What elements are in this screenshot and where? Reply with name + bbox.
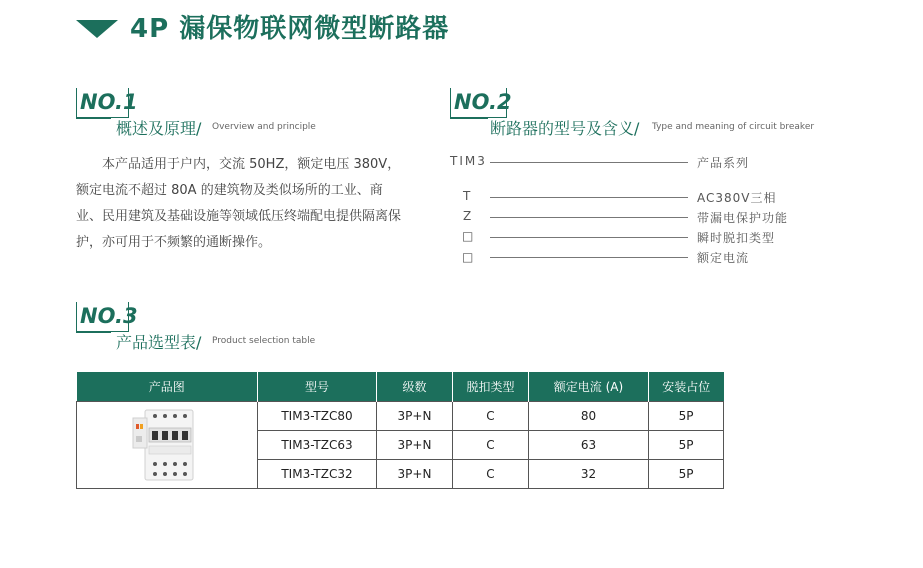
circuit-breaker-product-image bbox=[127, 404, 207, 484]
code-meaning: 产品系列 bbox=[697, 156, 750, 170]
code-label: □ bbox=[462, 250, 474, 264]
section-title-en: Type and meaning of circuit breaker bbox=[652, 122, 815, 132]
code-label: T bbox=[463, 189, 471, 203]
poles-cell: 3P+N bbox=[377, 460, 453, 489]
section-number: NO.2 bbox=[454, 90, 512, 114]
trip-type-cell: C bbox=[453, 402, 529, 431]
table-header: 安装占位 bbox=[649, 372, 724, 402]
install-slots-cell: 5P bbox=[649, 402, 724, 431]
section-title: 产品选型表/ bbox=[116, 333, 202, 352]
code-meaning: AC380V三相 bbox=[697, 191, 777, 205]
table-header: 级数 bbox=[377, 372, 453, 402]
model-cell: TIM3-TZC80 bbox=[258, 402, 377, 431]
code-meaning: 额定电流 bbox=[697, 251, 750, 265]
section-title: 概述及原理/ bbox=[116, 119, 202, 138]
rated-current-cell: 80 bbox=[529, 402, 649, 431]
poles-cell: 3P+N bbox=[377, 431, 453, 460]
section-number: NO.1 bbox=[80, 90, 138, 114]
code-label: □ bbox=[462, 229, 474, 243]
trip-type-cell: C bbox=[453, 431, 529, 460]
table-header: 额定电流 (A) bbox=[529, 372, 649, 402]
model-cell: TIM3-TZC32 bbox=[258, 460, 377, 489]
code-label: Z bbox=[463, 209, 472, 223]
install-slots-cell: 5P bbox=[649, 460, 724, 489]
title-triangle-icon bbox=[76, 20, 118, 38]
product-image-cell bbox=[77, 402, 258, 489]
table-row bbox=[77, 402, 724, 431]
table-header-row bbox=[77, 372, 724, 402]
trip-type-cell: C bbox=[453, 460, 529, 489]
model-cell: TIM3-TZC63 bbox=[258, 431, 377, 460]
rated-current-cell: 63 bbox=[529, 431, 649, 460]
code-meaning: 瞬时脱扣类型 bbox=[697, 231, 776, 245]
poles-cell: 3P+N bbox=[377, 402, 453, 431]
product-selection-table bbox=[76, 372, 724, 489]
table-header: 型号 bbox=[258, 372, 377, 402]
page-title: 4P 漏保物联网微型断路器 bbox=[130, 14, 450, 44]
code-label: TIM3 bbox=[450, 154, 487, 168]
install-slots-cell: 5P bbox=[649, 431, 724, 460]
rated-current-cell: 32 bbox=[529, 460, 649, 489]
code-meaning: 带漏电保护功能 bbox=[697, 211, 789, 225]
section-title-en: Product selection table bbox=[212, 336, 316, 346]
section-title: 断路器的型号及含义/ bbox=[490, 119, 640, 138]
table-header: 脱扣类型 bbox=[453, 372, 529, 402]
section-number: NO.3 bbox=[80, 304, 138, 328]
section-title-en: Overview and principle bbox=[212, 122, 316, 132]
table-header: 产品图 bbox=[77, 372, 258, 402]
overview-text: 本产品适用于户内，交流 50HZ，额定电压 380V，额定电流不超过 80A 的建筑物及类似场所的工业、商业、民用建筑及基础设施等领域低压终端配电提供隔离保护，亦可用于不频繁的通断操作。 bbox=[76, 157, 402, 250]
